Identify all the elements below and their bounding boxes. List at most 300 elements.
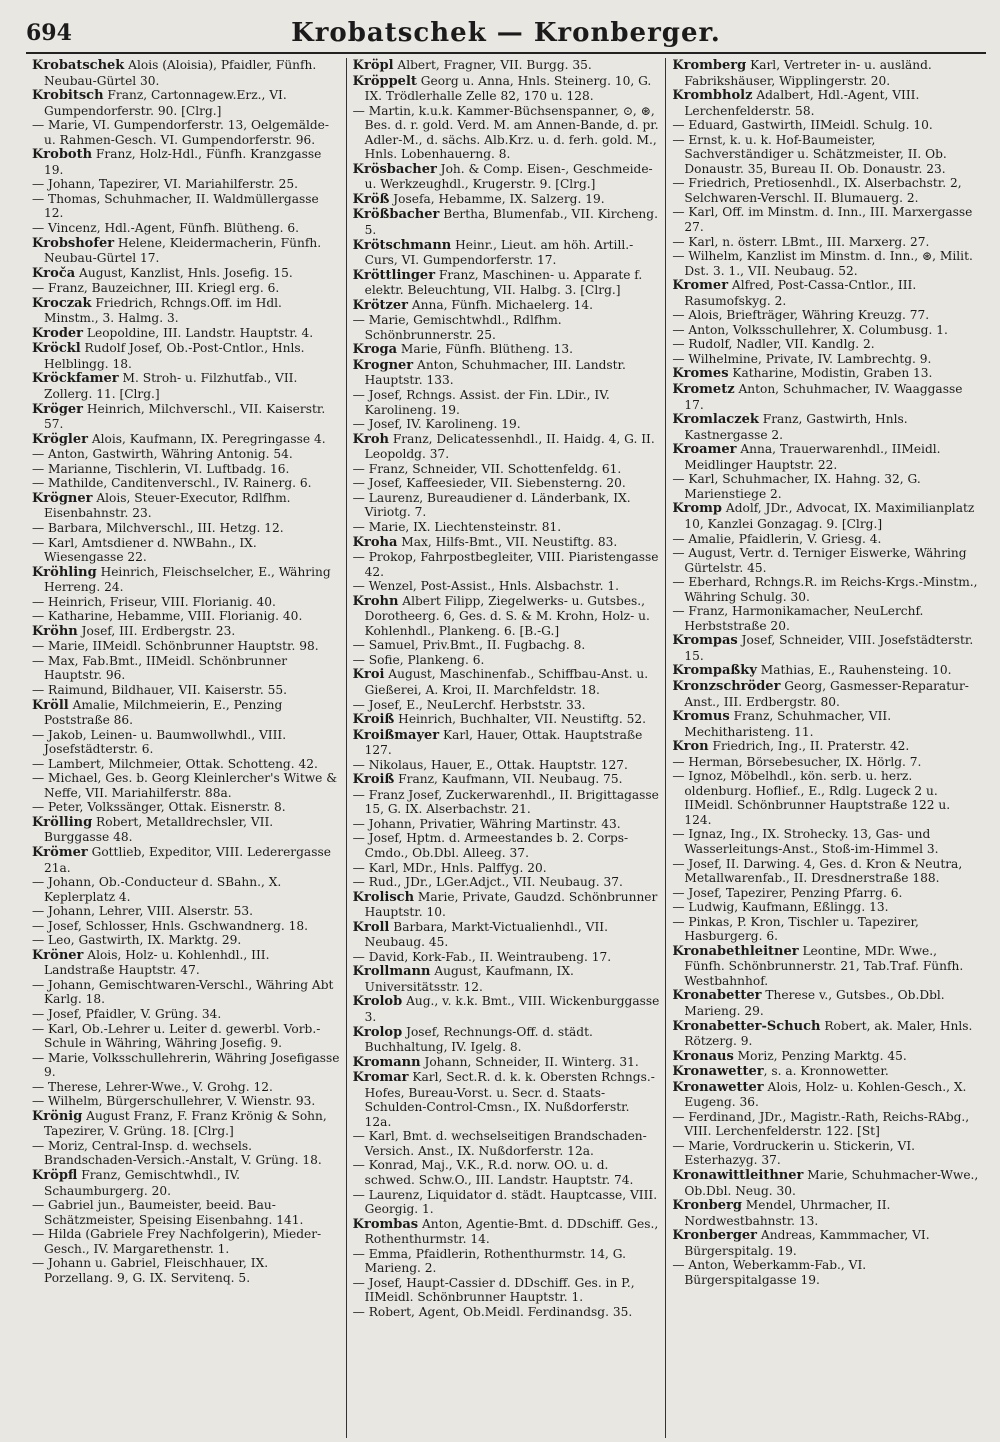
entry-details: Franz, Cartonnagew.Erz., VI. Gumpendorferstr. 90. [Clrg.] [44,88,287,118]
entry-details: — Moriz, Central-Insp. d. wechsels. Brandschaden-Versich.-Anstalt, V. Grüng. 18. [32,1138,322,1168]
entry-surname: Krolob [352,994,403,1010]
entry-details: Rudolf Josef, Ob.-Post-Cntlor., Hnls. Helblingg. 18. [44,341,305,371]
directory-entry [353,358,660,388]
column-3 [665,58,985,1438]
entry-surname: Krometz [672,382,735,398]
directory-entry [353,890,660,920]
directory-entry [32,948,340,978]
directory-entry [672,886,979,901]
directory-entry [672,352,979,367]
entry-surname: Kroczak [32,295,92,311]
entry-details: Alois, Steuer-Executor, Rdlfhm. Eisenbahnstr. 23. [44,490,291,521]
entry-surname: Kromp [672,501,723,517]
entry-surname: Kroamer [672,442,737,458]
entry-details: Alfred, Post-Cassa-Cntlor., III. Rasumofskyg. 2. [684,278,917,308]
entry-details: — Emma, Pfaidlerin, Rothenthurmstr. 14, G. Marieng. 2. [352,1246,626,1276]
entry-details: — Josef, Pfaidler, V. Grüng. 34. [32,1007,222,1021]
entry-details: — Karl, Amtsdiener d. NWBahn., IX. Wiesengasse 22. [32,535,257,565]
directory-entry [32,371,340,401]
directory-entry [32,491,340,521]
entry-surname: Kröll [32,697,69,713]
directory-entry [32,296,340,326]
entry-details: — Marie, Vordruckerin u. Stickerin, VI. Esterhazyg. 37. [672,1138,916,1168]
directory-entry [353,817,660,832]
directory-entry [32,1198,340,1227]
directory-entry [32,402,340,432]
entry-details: Moriz, Penzing Marktg. 45. [733,1048,907,1063]
entry-details: Josefa, Hebamme, IX. Salzerg. 19. [389,191,605,206]
directory-entry [353,1276,660,1305]
directory-entry [672,915,979,944]
entry-surname: Kronawittleithner [672,1168,804,1184]
entry-details: Alois (Aloisia), Pfaidler, Fünfh. Neubau-Gürtel 30. [44,58,317,88]
entry-details: Johann, Schneider, II. Winterg. 31. [420,1054,639,1069]
directory-entry [32,654,340,683]
directory-entry [32,875,340,904]
directory-entry [353,698,660,713]
column-2 [346,58,666,1438]
directory-entry [353,772,660,788]
entry-details: — Pinkas, P. Kron, Tischler u. Tapezirer, Hasburgerg. 6. [672,914,919,944]
entry-details: August, Kaufmann, IX. Universitätsstr. 12. [364,964,574,994]
directory-entry [672,857,979,886]
entry-details: — Wenzel, Post-Assist., Hnls. Alsbachstr. 1. [352,579,619,594]
directory-entry [32,904,340,919]
entry-surname: Kroißmayer [352,727,440,743]
entry-details: — Franz, Schneider, VII. Schottenfeldg. 61. [352,461,622,476]
directory-entry [353,535,660,551]
entry-details: Anna, Trauerwarenhdl., IIMeidl. Meidlinger Hauptstr. 22. [684,442,941,472]
directory-entry [353,1025,660,1055]
entry-surname: Kröhling [32,564,97,580]
entry-details: Adolf, JDr., Advocat, IX. Maximilianplatz 10, Kanzlei Gonzagag. 9. [Clrg.] [684,501,975,531]
entry-details: Franz, Holz-Hdl., Fünfh. Kranzgasse 19. [44,147,322,177]
entry-surname: Kroiß [352,712,395,728]
directory-entry [32,845,340,875]
directory-entry [353,1158,660,1187]
entry-surname: Krobatschek [32,58,125,73]
directory-entry [353,74,660,104]
directory-entry [353,432,660,462]
entry-details: — Anton, Volksschullehrer, X. Columbusg. 1. [672,322,948,337]
entry-surname: Kroboth [32,147,93,163]
entry-surname: Kromus [672,709,730,725]
entry-details: Anton, Schuhmacher, III. Landstr. Hauptstr. 133. [364,357,626,388]
directory-entry [672,1228,979,1258]
entry-surname: Kroll [352,919,390,935]
directory-entry [32,1227,340,1256]
entry-surname: Kronberger [672,1228,758,1244]
directory-entry [672,412,979,442]
entry-surname: Krögler [32,431,88,447]
directory-entry [353,950,660,965]
entry-details: — Katharine, Hebamme, VIII. Florianig. 40. [32,609,303,624]
entry-details: Anton, Schuhmacher, IV. Waaggasse 17. [684,382,963,412]
directory-entry [353,417,660,432]
entry-surname: Kromlaczek [672,412,759,428]
directory-entry [32,266,340,282]
directory-entry [672,249,979,278]
entry-details: Franz, Kaufmann, VII. Neubaug. 75. [394,772,623,787]
directory-columns [26,58,986,1438]
directory-entry [32,432,340,448]
directory-entry [672,988,979,1018]
entry-surname: Kronaus [672,1048,734,1064]
entry-surname: Krötzer [352,297,408,313]
entry-surname: Kröner [32,947,84,963]
entry-surname: Krombas [352,1216,419,1232]
entry-details: Heinrich, Milchverschl., VII. Kaiserstr. 57. [44,401,326,432]
directory-entry [353,462,660,477]
directory-entry [32,683,340,698]
entry-surname: Krötschmann [352,237,452,253]
entry-surname: Kroha [352,534,398,550]
directory-entry [32,1051,340,1080]
entry-surname: Kroga [352,342,398,358]
directory-entry [672,532,979,547]
entry-details: — Josef, Schlosser, Hnls. Gschwandnerg. 18. [32,918,309,933]
entry-details: — Rud., JDr., LGer.Adjct., VII. Neubaug. 37. [352,875,623,890]
entry-surname: Kröckl [32,341,81,357]
entry-details: — Gabriel jun., Baumeister, beeid. Bau-Schätzmeister, Speising Eisenbahng. 141. [32,1198,304,1227]
directory-entry [672,382,979,412]
directory-entry [32,1080,340,1095]
page-header [26,14,986,54]
directory-entry [353,1188,660,1217]
directory-entry [353,192,660,208]
entry-details: — Hilda (Gabriele Frey Nachfolgerin), Mieder-Gesch., IV. Margarethenstr. 1. [32,1227,322,1256]
directory-entry [32,1007,340,1022]
entry-details: — Eduard, Gastwirth, IIMeidl. Schulg. 10. [672,118,933,133]
entry-surname: Krobitsch [32,88,104,104]
directory-entry [672,1019,979,1049]
directory-entry [353,1305,660,1320]
directory-entry [672,118,979,133]
entry-details: Josef, III. Erdbergstr. 23. [77,623,236,638]
entry-details: — Anton, Gastwirth, Währing Antonig. 54. [32,447,293,462]
entry-surname: Kroh [352,431,389,447]
entry-details: — Barbara, Milchverschl., III. Hetzg. 12. [32,520,284,535]
entry-details: Friedrich, Ing., II. Praterstr. 42. [708,739,910,754]
directory-entry [672,944,979,989]
directory-entry [32,192,340,221]
entry-details: — Mathilde, Canditenverschl., IV. Rainerg. 6. [32,476,312,491]
entry-details: — Konrad, Maj., V.K., R.d. norw. OO. u. d. schwed. Schw.O., III. Landstr. Hauptstr. 74. [352,1158,634,1188]
directory-entry [672,1139,979,1168]
entry-details: — Josef, IV. Karolineng. 19. [352,417,521,432]
directory-entry [353,268,660,298]
directory-entry [32,462,340,477]
entry-surname: Kron [672,739,709,755]
entry-surname: Krompas [672,633,738,649]
entry-details: — Ernst, k. u. k. Hof-Baumeister, Sachverständiger u. Schätzmeister, II. Ob. Donaustr. 35, Bureau II. Ob. Donaustr. 23. [672,132,947,176]
entry-details: — Jakob, Leinen- u. Baumwollwhdl., VIII. Josefstädterstr. 6. [32,727,287,757]
entry-details: Georg u. Anna, Hnls. Steinerg. 10, G. IX. Trödlerhalle Zelle 82, 170 u. 128. [364,73,652,104]
page-title: Krobatschek — Kronberger. [291,18,721,48]
entry-details: — Max, Fab.Bmt., IIMeidl. Schönbrunner Hauptstr. 96. [32,653,288,683]
directory-entry [672,1258,979,1287]
entry-details: — David, Kork-Fab., II. Weintraubeng. 17. [352,949,612,964]
entry-details: — Johann, Lehrer, VIII. Alserstr. 53. [32,904,254,919]
entry-surname: Kromer [672,278,729,294]
entry-details: Bertha, Blumenfab., VII. Kircheng. 5. [364,207,658,238]
entry-details: — Marie, IX. Liechtensteinstr. 81. [352,519,562,534]
entry-details: , s. a. Kronnowetter. [763,1064,889,1079]
entry-surname: Kroča [32,265,76,281]
entry-details: August, Kanzlist, Hnls. Josefig. 15. [75,265,293,280]
entry-surname: Krohn [352,593,399,609]
entry-details: — Heinrich, Friseur, VIII. Florianig. 40. [32,594,276,609]
directory-entry [32,341,340,371]
directory-entry [32,757,340,772]
entry-details: — Johann, Tapezirer, VI. Mariahilferstr. 25. [32,177,298,192]
directory-entry [353,594,660,639]
directory-entry [672,1198,979,1228]
entry-details: Josef, Schneider, VIII. Josefstädterstr. 15. [684,633,974,663]
entry-details: Albert Filipp, Ziegelwerks- u. Gutsbes., Dorotheerg. 6, Ges. d. S. & M. Krohn, Holz- u. Kohlenhdl., Plankeng. 6. [B.-G.] [364,593,650,638]
entry-surname: Kromann [352,1054,421,1070]
directory-entry [672,679,979,709]
directory-entry [32,326,340,342]
entry-details: — Leo, Gastwirth, IX. Marktg. 29. [32,933,242,948]
entry-surname: Kronabetter [672,988,762,1004]
directory-entry [353,579,660,594]
entry-details: Franz, Gemischtwhdl., IV. Schaumburgerg. 20. [44,1168,241,1198]
entry-details: — Karl, Bmt. d. wechselseitigen Brandschaden-Versich. Anst., IX. Nußdorferstr. 12a. [352,1129,647,1158]
entry-details: Alois, Holz- u. Kohlen-Gesch., X. Eugeng. 36. [684,1079,967,1110]
entry-details: — Samuel, Priv.Bmt., II. Fugbachg. 8. [352,638,586,653]
directory-entry [353,342,660,358]
directory-entry [353,728,660,758]
entry-details: — Wilhelmine, Private, IV. Lambrechtg. 9. [672,351,932,366]
entry-details: Leopoldine, III. Landstr. Hauptstr. 4. [83,325,314,340]
entry-details: — Franz, Bauzeichner, III. Kriegl erg. 6. [32,281,280,296]
entry-surname: Kröckfamer [32,371,119,387]
entry-details: August, Maschinenfab., Schiffbau-Anst. u. Gießerei, A. Kroi, II. Marchfeldstr. 18. [364,667,649,697]
entry-details: Mathias, E., Rauhensteing. 10. [756,663,952,678]
directory-entry [672,769,979,827]
entry-details: — Ludwig, Kaufmann, Eßlingg. 13. [672,900,889,915]
entry-details: — Raimund, Bildhauer, VII. Kaiserstr. 55. [32,682,287,697]
directory-entry [672,366,979,382]
entry-details: — Herman, Börsebesucher, IX. Hörlg. 7. [672,754,922,769]
directory-entry [32,88,340,118]
entry-details: — Josef, Hptm. d. Armeestandes b. 2. Corps-Cmdo., Ob.Dbl. Alleeg. 37. [352,831,629,860]
entry-details: — Johann u. Gabriel, Fleischhauer, IX. Porzellang. 9, G. IX. Servitenq. 5. [32,1256,269,1285]
directory-entry [353,520,660,535]
entry-details: Marie, Private, Gaudzd. Schönbrunner Hauptstr. 10. [364,889,658,920]
entry-details: — Peter, Volkssänger, Ottak. Eisnerstr. 8. [32,800,286,815]
entry-details: — Ignaz, Ing., IX. Strohecky. 13, Gas- und Wasserleitungs-Anst., Stoß-im-Himmel 3. [672,827,939,856]
directory-entry [672,308,979,323]
entry-surname: Krolop [352,1024,403,1040]
directory-entry [672,709,979,739]
directory-entry [32,1022,340,1051]
directory-entry [353,875,660,890]
entry-surname: Kronabetter-Schuch [672,1018,821,1034]
directory-entry [672,442,979,472]
entry-details: — Eberhard, Rchngs.R. im Reichs-Krgs.-Minstm., Währing Schulg. 30. [672,575,978,604]
entry-details: — Marie, Gemischtwhdl., Rdlfhm. Schönbrunnerstr. 25. [352,313,562,342]
entry-details: — Wilhelm, Kanzlist im Minstm. d. Inn., ⊛, Milit. Dst. 3. 1., VII. Neubaug. 52. [672,249,973,278]
entry-details: — Karl, Off. im Minstm. d. Inn., III. Marxergasse 27. [672,205,973,235]
entry-details: — Anton, Weberkamm-Fab., VI. Bürgerspitalgasse 19. [672,1258,867,1287]
entry-details: — Josef, Tapezirer, Penzing Pfarrg. 6. [672,885,903,900]
directory-entry [672,739,979,755]
directory-entry [32,521,340,536]
entry-surname: Kroiß [352,772,395,788]
entry-details: — Ignoz, Möbelhdl., kön. serb. u. herz. oldenburg. Hoflief., E., Rdlg. Lugeck 2 u. IIMeidl. Schönbrunner Hauptstraße 122 u. 124. [672,769,951,827]
directory-entry [353,653,660,668]
entry-details: — Josef, Rchngs. Assist. der Fin. LDir., IV. Karolineng. 19. [352,388,610,417]
entry-details: — Prokop, Fahrpostbegleiter, VIII. Piaristengasse 42. [352,550,659,579]
directory-entry [672,337,979,352]
entry-details: — Wilhelm, Bürgerschullehrer, V. Wienstr. 93. [32,1094,316,1109]
entry-details: Robert, ak. Maler, Hnls. Rötzerg. 9. [684,1018,973,1049]
directory-entry [672,633,979,663]
directory-entry [672,827,979,856]
entry-details: — Laurenz, Bureaudiener d. Länderbank, IX. Viriotg. 7. [352,490,631,520]
directory-entry [672,1064,979,1080]
entry-details: — Alois, Briefträger, Währing Kreuzg. 77. [672,308,930,323]
entry-surname: Kröger [32,401,84,417]
directory-entry [353,638,660,653]
directory-entry [672,501,979,531]
entry-details: — Sofie, Plankeng. 6. [352,652,485,667]
directory-entry [32,815,340,845]
entry-details: Therese v., Gutsbes., Ob.Dbl. Marieng. 29. [684,988,945,1018]
directory-entry [353,162,660,192]
directory-entry [353,831,660,860]
entry-details: Mendel, Uhrmacher, II. Nordwestbahnstr. 13. [684,1198,891,1228]
directory-entry [672,235,979,250]
directory-entry [672,1168,979,1198]
entry-details: Georg, Gasmesser-Reparatur-Anst., III. Erdbergstr. 80. [684,678,969,709]
entry-surname: Krönig [32,1108,83,1124]
directory-entry [32,236,340,266]
entry-details: Heinrich, Fleischselcher, E., Währing Herreng. 24. [44,564,331,595]
directory-entry [32,919,340,934]
directory-entry [32,118,340,147]
directory-entry [672,604,979,633]
directory-entry [32,147,340,177]
entry-surname: Krößbacher [352,207,440,223]
directory-entry [32,565,340,595]
directory-entry [353,1247,660,1276]
directory-entry [353,712,660,728]
entry-surname: Krogner [352,357,414,373]
entry-details: Marie, Fünfh. Blütheng. 13. [397,342,574,357]
directory-entry [32,933,340,948]
directory-entry [32,221,340,236]
directory-entry [353,1129,660,1158]
entry-surname: Kroi [352,667,385,683]
directory-entry [672,663,979,679]
entry-details: Katharine, Modistin, Graben 13. [728,366,933,381]
entry-details: Barbara, Markt-Victualienhdl., VII. Neubaug. 45. [364,919,608,950]
directory-entry [32,978,340,1007]
directory-entry [353,964,660,994]
entry-details: — Amalie, Pfaidlerin, V. Griesg. 4. [672,531,882,546]
directory-entry [32,609,340,624]
entry-details: — Marie, IIMeidl. Schönbrunner Hauptstr. 98. [32,639,319,654]
entry-surname: Krompaßky [672,663,757,679]
entry-details: Heinr., Lieut. am höh. Artill.-Curs, VI. Gumpendorferstr. 17. [364,237,634,268]
entry-details: — Josef, Haupt-Cassier d. DDschiff. Ges. in P., IIMeidl. Schönbrunner Hauptstr. 1. [352,1275,635,1305]
directory-entry [32,639,340,654]
entry-details: — Ferdinand, JDr., Magistr.-Rath, Reichs-RAbg., VIII. Lerchenfelderstr. 122. [St] [672,1109,970,1139]
entry-details: Leontine, MDr. Wwe., Fünfh. Schönbrunnerstr. 21, Tab.Traf. Fünfh. Westbahnhof. [684,943,964,988]
entry-surname: Kröpl [352,58,394,73]
directory-entry [672,755,979,770]
directory-entry [32,698,340,728]
directory-entry [353,861,660,876]
entry-details: Adalbert, Hdl.-Agent, VIII. Lerchenfelderstr. 58. [684,88,920,118]
directory-entry [353,1055,660,1071]
directory-entry [672,133,979,177]
entry-details: M. Stroh- u. Filzhutfab., VII. Zollerg. 11. [Clrg.] [44,371,298,402]
directory-entry [353,388,660,417]
directory-entry [32,58,340,88]
directory-entry [672,900,979,915]
directory-entry [672,575,979,604]
entry-details: Anton, Agentie-Bmt. d. DDschiff. Ges., Rothenthurmstr. 14. [364,1216,659,1247]
entry-surname: Kröhn [32,623,78,639]
entry-details: — Josef, E., NeuLerchf. Herbststr. 33. [352,697,586,712]
directory-entry [353,491,660,520]
directory-entry [32,624,340,640]
entry-details: — Lambert, Milchmeier, Ottak. Schotteng. 42. [32,756,318,771]
entry-surname: Kronabethleitner [672,943,799,959]
entry-details: Heinrich, Buchhalter, VII. Neustiftg. 52. [394,712,647,727]
directory-entry [32,1094,340,1109]
entry-surname: Kronzschröder [672,678,781,694]
entry-details: — Laurenz, Liquidator d. städt. Hauptcasse, VIII. Georgig. 1. [352,1187,658,1217]
entry-details: Alois, Kaufmann, IX. Peregringasse 4. [87,431,326,446]
entry-surname: Krobshofer [32,235,115,251]
directory-entry [353,238,660,268]
directory-entry [672,176,979,205]
entry-details: Joh. & Comp. Eisen-, Geschmeide- u. Werkzeughdl., Krugerstr. 9. [Clrg.] [364,161,653,192]
entry-details: — Michael, Ges. b. Georg Kleinlercher's Witwe & Neffe, VII. Mariahilferstr. 88a. [32,771,338,800]
entry-details: — Martin, k.u.k. Kammer-Büchsenspanner, ⊙, ⊛, Bes. d. r. gold. Verd. M. am Annen-Bande, d. pr. Adler-M., d. sächs. Alb.Krz. u. d. ferh. gold. M., Hnls. Lobenhauerng. 8. [352,103,659,162]
directory-entry [32,728,340,757]
directory-entry [32,536,340,565]
entry-surname: Krösbacher [352,161,437,177]
entry-details: — Karl, Ob.-Lehrer u. Leiter d. gewerbl. Vorb.-Schule in Währing, Währing Josefig. 9. [32,1021,321,1051]
entry-details: — Rudolf, Nadler, VII. Kandlg. 2. [672,337,875,352]
directory-entry [672,546,979,575]
entry-details: — Johann, Gemischtwaren-Verschl., Währing Abt Karlg. 18. [32,977,334,1007]
directory-entry [32,1168,340,1198]
entry-surname: Kromberg [672,58,747,73]
directory-entry [32,1139,340,1168]
entry-details: — Josef, II. Darwing. 4, Ges. d. Kron & Neutra, Metallwarenfab., II. Dresdnerstraße 188. [672,856,963,886]
entry-details: Alois, Holz- u. Kohlenhdl., III. Landstraße Hauptstr. 47. [44,947,270,978]
entry-details: Aug., v. k.k. Bmt., VIII. Wickenburggasse 3. [364,994,660,1024]
entry-surname: Krögner [32,490,93,506]
page-number: 694 [26,20,72,46]
column-1 [26,58,346,1438]
entry-surname: Kröpfl [32,1168,78,1184]
entry-details: — Friedrich, Pretiosenhdl., IX. Alserbachstr. 2, Selchwaren-Verschl. II. Blumauerg. 2. [672,176,962,205]
directory-entry [353,298,660,314]
directory-entry [32,177,340,192]
directory-entry [353,994,660,1024]
entry-surname: Kromes [672,366,729,382]
entry-surname: Kroder [32,325,84,341]
entry-details: — Marie, VI. Gumpendorferstr. 13, Oelgemälde- u. Rahmen-Gesch. VI. Gumpendorferstr. 96. [32,118,329,147]
